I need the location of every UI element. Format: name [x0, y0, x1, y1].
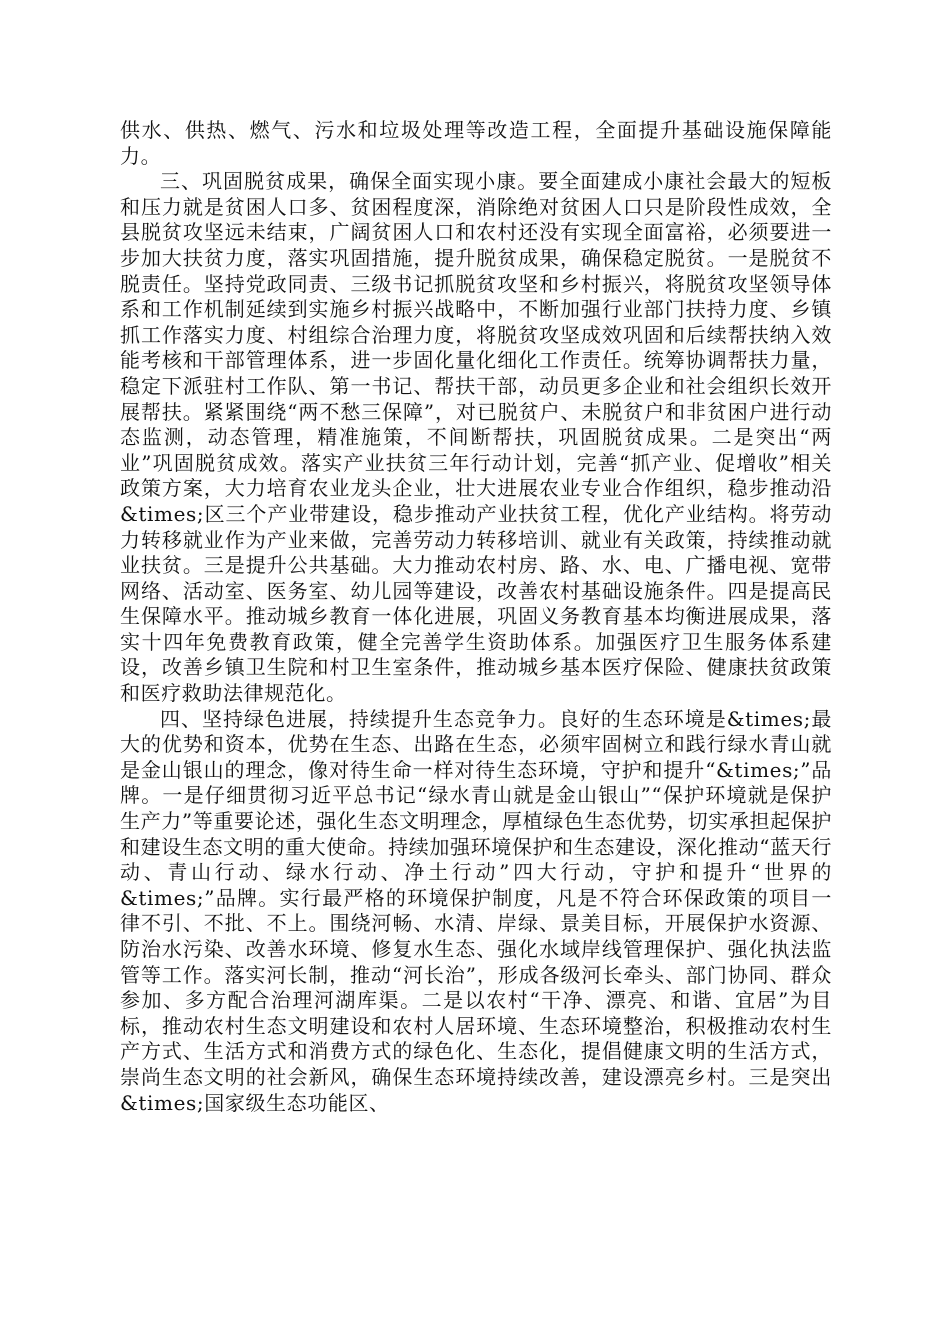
- document-body: [120, 118, 832, 1116]
- paragraph-section-three: 三、巩固脱贫成果，确保全面实现小康。要全面建成小康社会最大的短板和压力就是贫困人口多、贫困程度深，消除绝对贫困人口只是阶段性成效，全县脱贫攻坚远未结束，广阔贫困人口和农村还没有实现全面富裕，必须要进一步加大扶贫力度，落实巩固措施，提升脱贫成果，确保稳定脱贫。一是脱贫不脱责任。坚持党政同责、三级书记抓脱贫攻坚和乡村振兴，将脱贫攻坚领导体系和工作机制延续到实施乡村振兴战略中，不断加强行业部门扶持力度、乡镇抓工作落实力度、村组综合治理力度，将脱贫攻坚成效巩固和后续帮扶纳入效能考核和干部管理体系，进一步固化量化细化工作责任。统筹协调帮扶力量，稳定下派驻村工作队、第一书记、帮扶干部，动员更多企业和社会组织长效开展帮扶。紧紧围绕“两不愁三保障”，对已脱贫户、未脱贫户和非贫困户进行动态监测，动态管理，精准施策，不间断帮扶，巩固脱贫成果。二是突出“两业”巩固脱贫成效。落实产业扶贫三年行动计划，完善“抓产业、促增收”相关政策方案，大力培育农业龙头企业，壮大进展农业专业合作组织，稳步推动沿&times;区三个产业带建设，稳步推动产业扶贫工程，优化产业结构。将劳动力转移就业作为产业来做，完善劳动力转移培训、就业有关政策，持续推动就业扶贫。三是提升公共基础。大力推动农村房、路、水、电、广播电视、宽带网络、活动室、医务室、幼儿园等建设，改善农村基础设施条件。四是提高民生保障水平。推动城乡教育一体化进展，巩固义务教育基本均衡进展成果，落实十四年免费教育政策，健全完善学生资助体系。加强医疗卫生服务体系建设，改善乡镇卫生院和村卫生室条件，推动城乡基本医疗保险、健康扶贫政策和医疗救助法律规范化。: [120, 169, 832, 706]
- paragraph-continuation: 供水、供热、燃气、污水和垃圾处理等改造工程，全面提升基础设施保障能力。: [120, 118, 832, 168]
- paragraph-section-four: 四、坚持绿色进展，持续提升生态竞争力。良好的生态环境是&times;最大的优势和资本，优势在生态、出路在生态，必须牢固树立和践行绿水青山就是金山银山的理念，像对待生命一样对待生态环境，守护和提升“&times;”品牌。一是仔细贯彻习近平总书记“绿水青山就是金山银山”“保护环境就是保护生产力”等重要论述，强化生态文明理念，厚植绿色生态优势，切实承担起保护和建设生态文明的重大使命。持续加强环境保护和生态建设，深化推动“蓝天行动、青山行动、绿水行动、净土行动”四大行动，守护和提升“世界的&times;”品牌。实行最严格的环境保护制度，凡是不符合环保政策的项目一律不引、不批、不上。围绕河畅、水清、岸绿、景美目标，开展保护水资源、防治水污染、改善水环境、修复水生态、强化水域岸线管理保护、强化执法监管等工作。落实河长制，推动“河长治”，形成各级河长牵头、部门协同、群众参加、多方配合治理河湖库渠。二是以农村“干净、漂亮、和谐、宜居”为目标，推动农村生态文明建设和农村人居环境、生态环境整治，积极推动农村生产方式、生活方式和消费方式的绿色化、生态化，提倡健康文明的生活方式，崇尚生态文明的社会新风，确保生态环境持续改善，建设漂亮乡村。三是突出&times;国家级生态功能区、: [120, 706, 832, 1115]
